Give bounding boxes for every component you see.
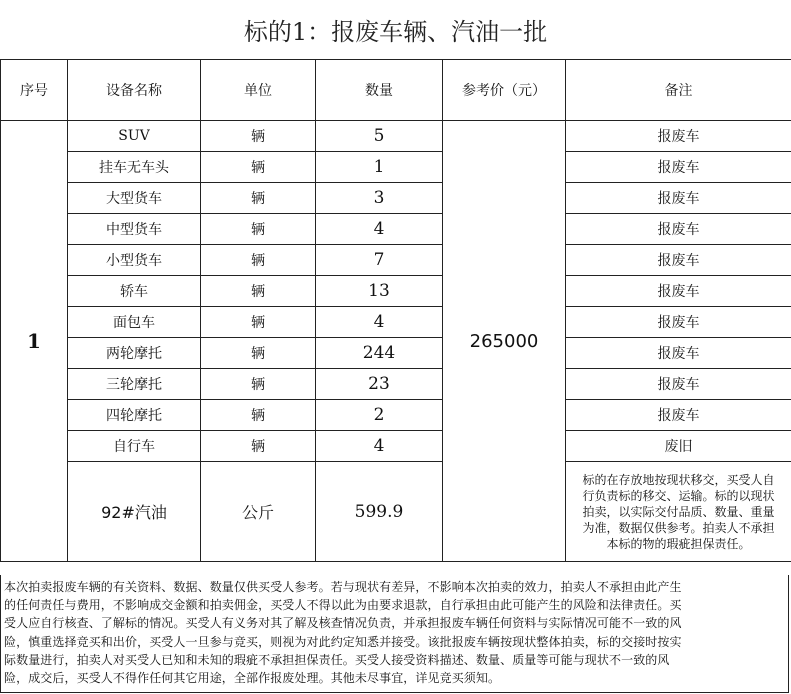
remark-cell: 报废车 xyxy=(566,400,791,431)
gasoline-remark-cell xyxy=(566,462,791,562)
disclaimer-line: 受人应自行核查、了解标的情况。买受人有义务对其了解及核查情况负责，并承担报废车辆任何资料与实际情况可能不一致的风 xyxy=(4,616,682,631)
remark-cell: 报废车 xyxy=(566,183,791,214)
name-cell: 四轮摩托 xyxy=(68,400,201,431)
unit-cell: 辆 xyxy=(201,183,316,214)
remark-cell: 报废车 xyxy=(566,214,791,245)
remark-cell: 报废车 xyxy=(566,152,791,183)
unit-cell: 辆 xyxy=(201,400,316,431)
disclaimer-line: 险，成交后，买受人不得作任何其它用途，全部作报废处理。其他未尽事宜，详见竞买须知。 xyxy=(4,671,501,686)
unit-cell: 辆 xyxy=(201,276,316,307)
unit-cell: 辆 xyxy=(201,431,316,462)
header-qty: 数量 xyxy=(316,60,443,121)
header-remark: 备注 xyxy=(566,60,791,121)
qty-cell: 4 xyxy=(316,307,443,338)
disclaimer-line: 险，慎重选择竞买和出价，买受人一旦参与竞买，则视为对此约定知悉并接受。该批报废车辆按现状整体拍卖，标的交接时按实 xyxy=(4,634,682,649)
unit-cell: 辆 xyxy=(201,307,316,338)
remark-cell: 报废车 xyxy=(566,307,791,338)
name-cell: 92#汽油 xyxy=(68,462,201,562)
name-cell: 自行车 xyxy=(68,431,201,462)
unit-cell: 辆 xyxy=(201,214,316,245)
remark-cell: 报废车 xyxy=(566,245,791,276)
qty-cell: 13 xyxy=(316,276,443,307)
name-cell: 轿车 xyxy=(68,276,201,307)
name-cell: SUV xyxy=(68,121,201,152)
remark-line: 本标的物的瑕疵担保责任。 xyxy=(606,536,751,551)
qty-cell: 3 xyxy=(316,183,443,214)
remark-line: 标的在存放地按现状移交，买受人自 xyxy=(582,472,775,487)
header-seq: 序号 xyxy=(1,60,68,121)
unit-cell: 辆 xyxy=(201,152,316,183)
name-cell: 两轮摩托 xyxy=(68,338,201,369)
qty-cell: 4 xyxy=(316,214,443,245)
table-row xyxy=(1,307,791,338)
header-price: 参考价（元） xyxy=(443,60,566,121)
qty-cell: 4 xyxy=(316,431,443,462)
name-cell: 挂车无车头 xyxy=(68,152,201,183)
qty-cell: 599.9 xyxy=(316,462,443,562)
table-row xyxy=(1,276,791,307)
qty-cell: 244 xyxy=(316,338,443,369)
name-cell: 面包车 xyxy=(68,307,201,338)
name-cell: 大型货车 xyxy=(68,183,201,214)
remark-cell: 报废车 xyxy=(566,338,791,369)
unit-cell: 公斤 xyxy=(201,462,316,562)
qty-cell: 23 xyxy=(316,369,443,400)
unit-cell: 辆 xyxy=(201,338,316,369)
seq-cell: 1 xyxy=(1,121,68,562)
price-cell: 265000 xyxy=(443,121,566,562)
table-row xyxy=(1,369,791,400)
table-row xyxy=(1,152,791,183)
name-cell: 小型货车 xyxy=(68,245,201,276)
table-row xyxy=(1,400,791,431)
table-row xyxy=(1,338,791,369)
table-row xyxy=(1,183,791,214)
name-cell: 三轮摩托 xyxy=(68,369,201,400)
remark-cell: 报废车 xyxy=(566,369,791,400)
disclaimer-note xyxy=(0,575,789,693)
table-row xyxy=(1,121,791,152)
lot-table xyxy=(0,59,791,562)
table-row xyxy=(1,245,791,276)
qty-cell: 7 xyxy=(316,245,443,276)
qty-cell: 1 xyxy=(316,152,443,183)
remark-line: 为准，数据仅供参考。拍卖人不承担 xyxy=(582,520,775,535)
remark-line: 行负责标的移交、运输。标的以现状 xyxy=(582,488,775,503)
table-row xyxy=(1,431,791,462)
name-cell: 中型货车 xyxy=(68,214,201,245)
remark-cell: 报废车 xyxy=(566,121,791,152)
disclaimer-line: 的任何责任与费用，不影响成交金额和拍卖佣金，买受人不得以此为由要求退款，自行承担由此可能产生的风险和法律责任。买 xyxy=(4,598,682,613)
table-header-row xyxy=(1,60,791,121)
unit-cell: 辆 xyxy=(201,121,316,152)
unit-cell: 辆 xyxy=(201,369,316,400)
remark-cell: 废旧 xyxy=(566,431,791,462)
qty-cell: 5 xyxy=(316,121,443,152)
unit-cell: 辆 xyxy=(201,245,316,276)
remark-cell: 报废车 xyxy=(566,276,791,307)
table-row-gasoline xyxy=(1,462,791,562)
lot-title: 标的1：报废车辆、汽油一批 xyxy=(243,18,548,46)
remark-line: 拍卖，以实际交付品质、数量、重量 xyxy=(582,504,775,519)
table-row xyxy=(1,214,791,245)
disclaimer-line: 本次拍卖报废车辆的有关资料、数据、数量仅供买受人参考。若与现状有差异，不影响本次拍卖的效力，拍卖人不承担由此产生 xyxy=(4,580,682,594)
header-unit: 单位 xyxy=(201,60,316,121)
qty-cell: 2 xyxy=(316,400,443,431)
header-name: 设备名称 xyxy=(68,60,201,121)
disclaimer-line: 际数量进行，拍卖人对买受人已知和未知的瑕疵不承担担保责任。买受人接受资料描述、数量、质量等可能与现状不一致的风 xyxy=(4,652,670,667)
